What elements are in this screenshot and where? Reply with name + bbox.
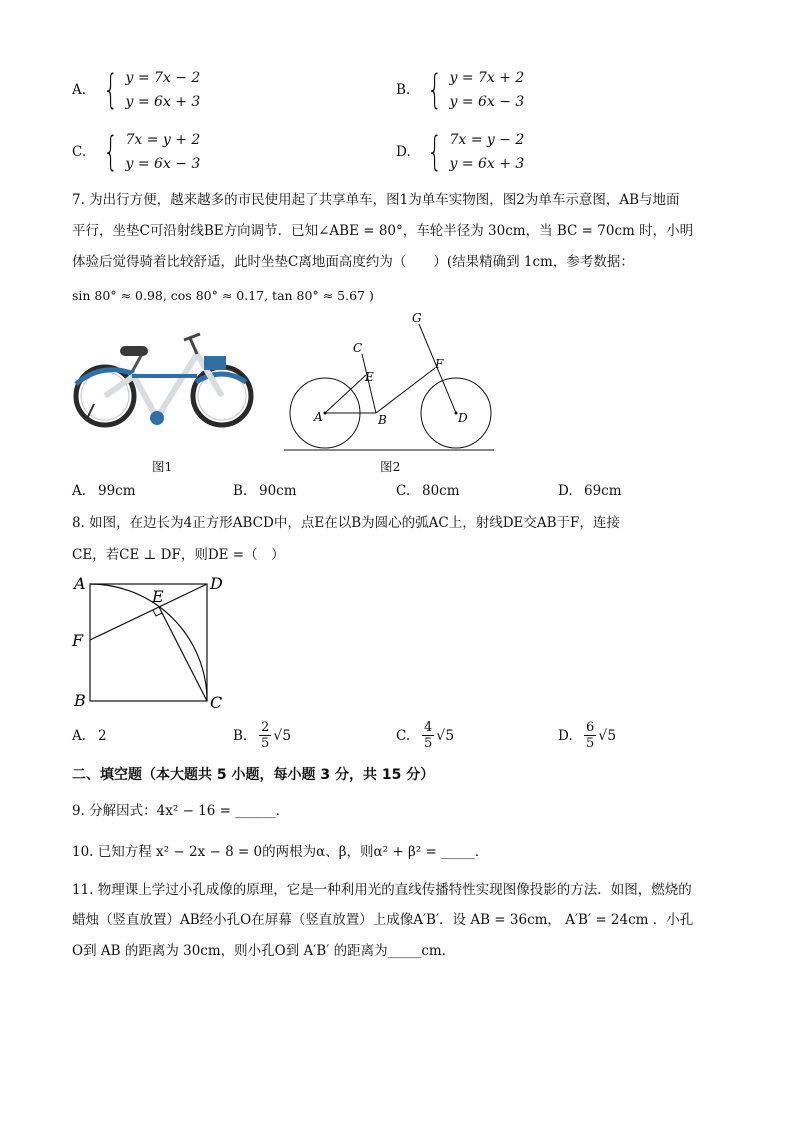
q7-line-2: 平行，坐垫C可沿射线BE方向调节．已知∠ABE = 80°，车轮半径为 30cm，当 BC = 70cm 时，小明	[72, 223, 694, 239]
q11-line-2: 蜡烛（竖直放置）AB经小孔O在屏幕（竖直放置）上成像A′B′．设 AB = 36cm， A′B′ = 24cm ．小孔	[72, 912, 694, 928]
radical: √5	[598, 727, 617, 744]
point-label: D	[210, 574, 223, 593]
option-label: C.	[396, 727, 411, 744]
option-text: 2	[98, 728, 107, 744]
equation: 7x = y + 2	[125, 132, 201, 148]
q7-option-a	[72, 483, 136, 499]
option-label: B.	[233, 727, 248, 744]
q6-option-b	[396, 66, 524, 114]
equation: y = 6x + 3	[125, 94, 201, 110]
denominator: 5	[261, 736, 270, 751]
fig2-caption: 图2	[380, 459, 401, 474]
option-label: A.	[72, 728, 87, 744]
q8-line-2: CE，若CE ⊥ DF，则DE =（ ）	[72, 547, 285, 563]
option-label: A.	[72, 483, 87, 499]
q8-option-b	[233, 720, 291, 751]
equation: 7x = y − 2	[449, 132, 525, 148]
point-label: B	[74, 691, 86, 710]
point-label: A	[314, 410, 323, 424]
brace-icon: {	[427, 67, 443, 113]
fig1-caption: 图1	[152, 459, 173, 474]
q9-text: 9. 分解因式：4x² − 16 = ______．	[72, 803, 290, 819]
numerator: 4	[424, 720, 433, 735]
equation: y = 6x − 3	[125, 156, 201, 172]
point-label: G	[412, 311, 422, 325]
radical: √5	[436, 727, 455, 744]
numerator: 6	[586, 720, 595, 735]
point-label: B	[378, 413, 387, 427]
q7-option-d	[558, 483, 622, 499]
point-label: C	[353, 341, 363, 355]
brace-icon: {	[427, 129, 443, 175]
option-text: 80cm	[422, 483, 460, 499]
point-label: D	[458, 411, 468, 425]
q11-line-3: O到 AB 的距离为 30cm，则小孔O到 A′B′ 的距离为_____cm．	[72, 943, 456, 959]
option-label: B.	[233, 483, 248, 499]
q7-line-3: 体验后觉得骑着比较舒适，此时坐垫C离地面高度约为（ ）(结果精确到 1cm，参考数据：	[72, 254, 634, 270]
denominator: 5	[586, 736, 595, 751]
point-label: C	[210, 693, 223, 712]
option-text: 90cm	[259, 483, 297, 499]
q7-option-c	[396, 483, 460, 499]
brace-icon: {	[103, 67, 119, 113]
q6-option-d	[396, 128, 524, 176]
q11-line-1: 11. 物理课上学过小孔成像的原理，它是一种利用光的直线传播特性实现图像投影的方法．如图，燃烧的	[72, 882, 692, 898]
radical: √5	[273, 727, 292, 744]
equation: y = 7x + 2	[449, 70, 525, 86]
point-label: A	[74, 574, 86, 593]
equation: y = 7x − 2	[125, 70, 201, 86]
q7-line-1: 7. 为出行方便，越来越多的市民使用起了共享单车，图1为单车实物图，图2为单车示意图，AB与地面	[72, 192, 680, 208]
q8-line-1: 8. 如图，在边长为4正方形ABCD中，点E在以B为圆心的弧AC上，射线DE交AB于F，连接	[72, 515, 620, 531]
option-label: C.	[396, 483, 411, 499]
numerator: 2	[261, 720, 270, 735]
point-label: F	[72, 631, 84, 650]
q8-option-a	[72, 728, 107, 744]
section-heading: 二、填空题（本大题共 5 小题，每小题 3 分，共 15 分）	[72, 767, 435, 783]
option-text: 69cm	[584, 483, 622, 499]
brace-icon: {	[103, 129, 119, 175]
option-label: D.	[558, 483, 573, 499]
point-label: F	[435, 357, 444, 371]
denominator: 5	[424, 736, 433, 751]
point-label: E	[365, 370, 374, 384]
option-label: D.	[558, 727, 573, 744]
option-label: D.	[396, 144, 411, 160]
point-label: E	[152, 587, 164, 606]
option-label: A.	[72, 82, 87, 98]
q7-option-b	[233, 483, 297, 499]
option-text: 99cm	[98, 483, 136, 499]
q8-option-c	[396, 720, 454, 751]
q6-option-c	[72, 128, 200, 176]
q7-line-4: sin 80° ≈ 0.98, cos 80° ≈ 0.17, tan 80° ≈ 5.67 )	[72, 288, 374, 303]
option-label: B.	[396, 82, 411, 98]
equation: y = 6x − 3	[449, 94, 525, 110]
square-diagram	[68, 572, 230, 714]
q8-option-d	[558, 720, 616, 751]
bicycle-diagram	[280, 306, 502, 454]
option-label: C.	[72, 144, 87, 160]
bicycle-photo	[72, 326, 254, 430]
equation: y = 6x + 3	[449, 156, 525, 172]
q6-option-a	[72, 66, 200, 114]
q10-text: 10. 已知方程 x² − 2x − 8 = 0的两根为α、β，则α² + β² = _____．	[72, 844, 489, 860]
